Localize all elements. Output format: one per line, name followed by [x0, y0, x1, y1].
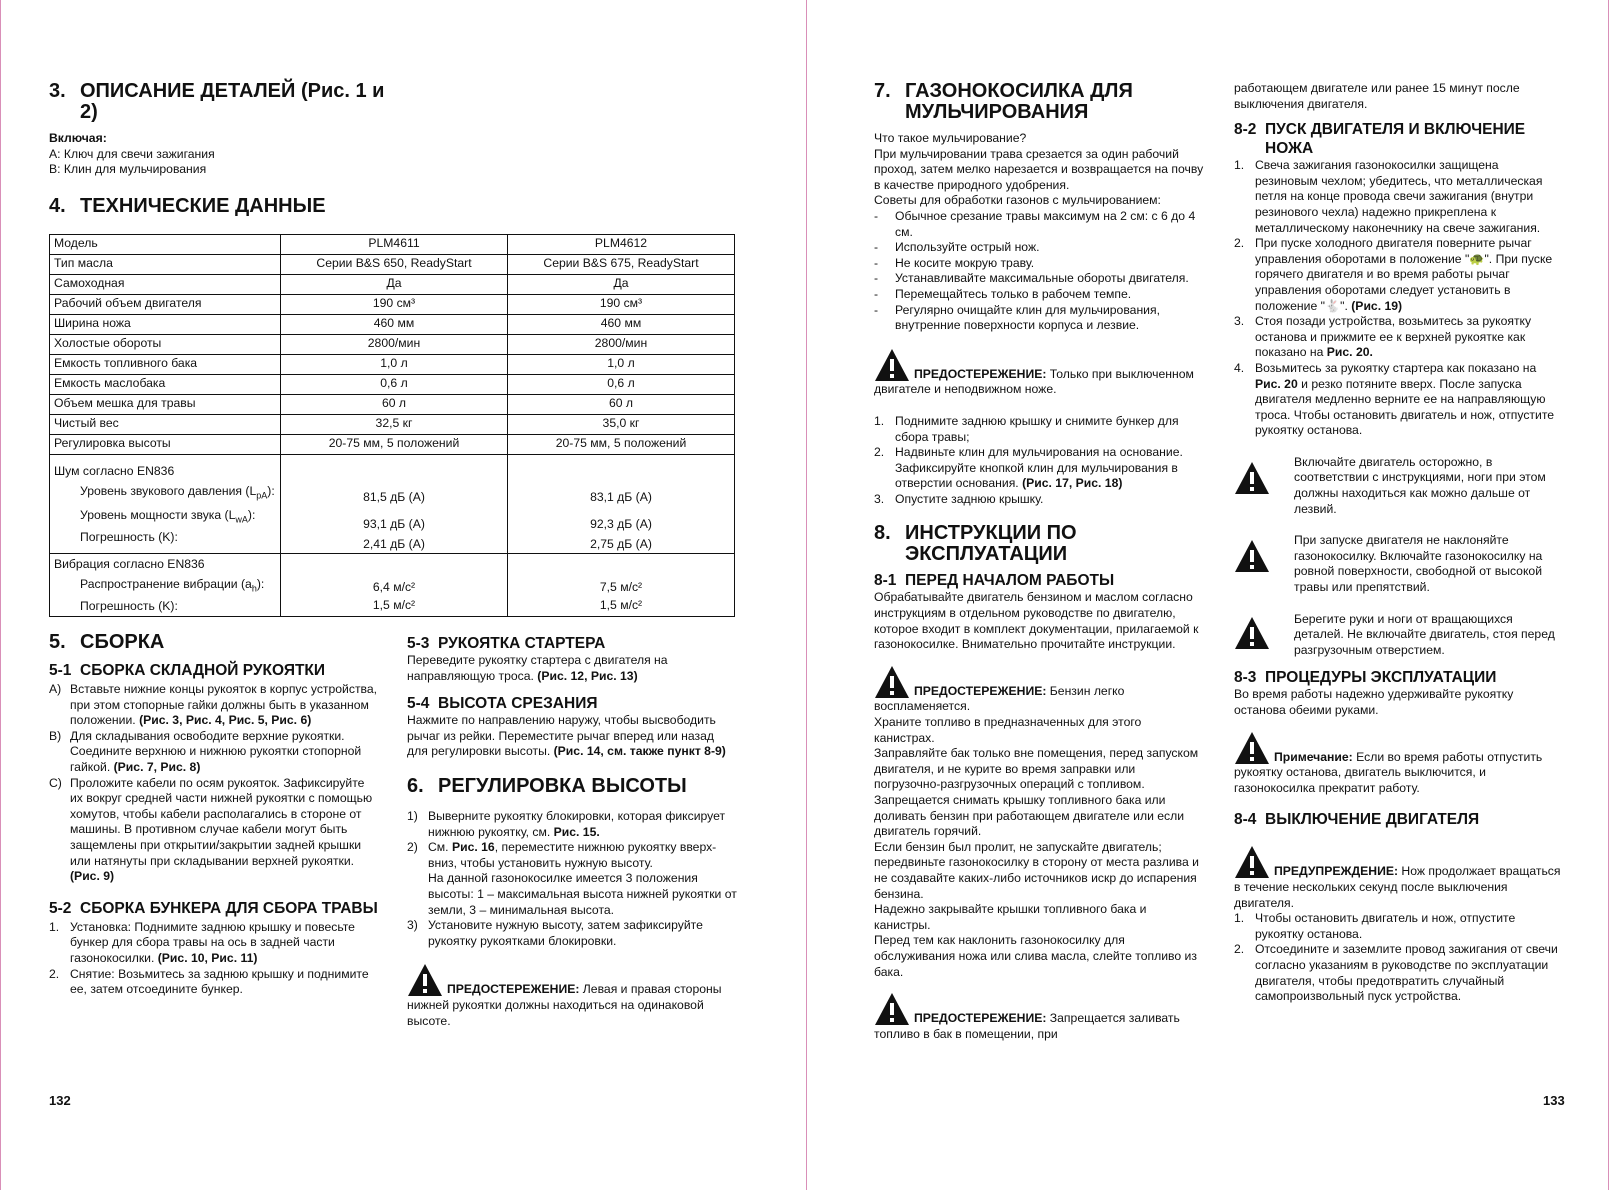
noise-value: 92,3 дБ (A) [590, 516, 652, 531]
left-bottom-col-2 [407, 634, 737, 1029]
includes-line: А: Ключ для свечи зажигания [49, 146, 215, 161]
table-cell: Ширина ножа [50, 314, 281, 334]
warning-block: При запуске двигателя не наклоняйте газонокосилку. Включайте газонокосилку на ровной поверхности, свободной от высокой травы или препятствий. [1234, 533, 1564, 595]
table-cell: 2800/мин [281, 334, 508, 354]
subsection-title: СБОРКА БУНКЕРА ДЛЯ СБОРА ТРАВЫ [80, 899, 378, 917]
list-item: 2. При пуске холодного двигателя поверните рычаг управления оборотами в положение "🐢". При пуске горячего двигателя и во время работы рычаг управления оборотами следует установить в положение "🐇". (Рис. 19) [1234, 236, 1553, 313]
right-col-2 [1234, 81, 1564, 1005]
warning-block: Берегите руки и ноги от вращающихся деталей. Не включайте двигатель, стоя перед разгрузочным отверстием. [1234, 612, 1564, 659]
warning-fuel-indoor: ПРЕДОСТЕРЕЖЕНИЕ: Запрещается заливать топливо в бак в помещении, при [874, 992, 1204, 1042]
section-5-heading: 5. СБОРКА [49, 631, 165, 653]
assembly-steps-list [49, 682, 379, 885]
list-item: - Перемещайтесь только в рабочем темпе. [874, 286, 1132, 301]
subsection-8-2-heading: 8-2 ПУСК ДВИГАТЕЛЯ И ВКЛЮЧЕНИЕ НОЖА [1234, 120, 1564, 158]
table-cell: Серии B&S 650, ReadyStart [281, 254, 508, 274]
table-cell: Самоходная [50, 274, 281, 294]
right-page-edge [1608, 0, 1609, 1190]
table-cell: Регулировка высоты [50, 434, 281, 454]
noise-label: Уровень мощности звука $(L_{wA})$: [80, 508, 256, 525]
table-row [50, 294, 735, 314]
table-cell [281, 454, 508, 553]
subsection-title: ПУСК ДВИГАТЕЛЯ И ВКЛЮЧЕНИЕ НОЖА [1265, 121, 1526, 158]
warning-triangle-icon [1234, 539, 1270, 573]
noise-value: 83,1 дБ (A) [590, 489, 652, 504]
list-item: B) Для складывания освободите верхние рукоятки. Соедините верхнюю и нижнюю рукоятки стопорной гайкой. (Рис. 7, Рис. 8) [49, 728, 362, 774]
noise-title: Шум согласно EN836 [54, 463, 175, 478]
note-operation: Примечание: Если во время работы отпустить рукоятку останова, двигатель выключится, и газонокосилка прекратит работу. [1234, 731, 1564, 797]
table-header-row [50, 234, 735, 254]
table-cell: 32,5 кг [281, 414, 508, 434]
noise-value: 2,75 дБ (A) [590, 536, 652, 551]
left-page-edge [0, 0, 1, 1190]
table-group-vibration [50, 553, 735, 616]
warning-triangle-icon [874, 992, 910, 1026]
table-cell: 460 мм [508, 314, 735, 334]
table-cell: Рабочий объем двигателя [50, 294, 281, 314]
warning-block: Включайте двигатель осторожно, в соответствии с инструкциями, ноги при этом должны находиться как можно дальше от лезвий. [1234, 455, 1564, 517]
table-cell: 35,0 кг [508, 414, 735, 434]
table-cell: 460 мм [281, 314, 508, 334]
table-row [50, 434, 735, 454]
section-7-title: ГАЗОНОКОСИЛКА ДЛЯ МУЛЬЧИРОВАНИЯ [905, 80, 1133, 123]
mulching-tips-label: Советы для обработки газонов с мульчированием: [874, 193, 1161, 208]
list-item: 1. Свеча зажигания газонокосилки защищена резиновым чехлом; убедитесь, что металлическая петля на конце провода свечи зажигания (внутри резинового чехла) надежно прикреплена к металлическому наконечнику на свече зажигания. [1234, 158, 1543, 235]
warning-triangle-icon [1234, 845, 1270, 879]
includes-label: Включая: [49, 131, 107, 145]
table-cell: 20-75 мм, 5 положений [508, 434, 735, 454]
subsection-5-1-heading: 5-1 СБОРКА СКЛАДНОЙ РУКОЯТКИ [49, 662, 326, 679]
fuel-paragraph: Храните топливо в предназначенных для этого канистрах. [874, 715, 1142, 745]
table-cell: 1,0 л [508, 354, 735, 374]
section-8-title: ИНСТРУКЦИИ ПО ЭКСПЛУАТАЦИИ [905, 522, 1077, 566]
noise-value: 93,1 дБ (A) [363, 516, 425, 531]
table-cell [281, 553, 508, 616]
table-row [50, 374, 735, 394]
list-item: 3. Опустите заднюю крышку. [874, 491, 1044, 506]
stop-engine-list [1234, 911, 1564, 1005]
continued-text: работающем двигателе или ранее 15 минут после выключения двигателя. [1234, 81, 1520, 111]
list-item: 2. Снятие: Возьмитесь за заднюю крышку и поднимите ее, затем отсоедините бункер. [49, 966, 369, 997]
noise-label: Уровень звукового давления $(L_{pA})$: [80, 483, 275, 501]
before-start-text: Обрабатывайте двигатель бензином и маслом согласно инструкциям в отдельном руководстве по двигателю, которое входит в комплект документации, прилагаемой к газонокосилке. Внимательно прочитайте инструкции. [874, 590, 1199, 652]
list-item: 2) См. Рис. 16, переместите нижнюю рукоятку вверх-вниз, чтобы установить нужную высоту. На данной газонокосилке имеется 3 положения высоты: 1 – максимальная высота нижней рукоятки от земли, 3 – минимальная высота. [407, 840, 737, 917]
table-row [50, 354, 735, 374]
vibration-label: Погрешность (K): [80, 599, 178, 614]
mulching-tips-list [874, 209, 1204, 334]
includes-line: B: Клин для мульчирования [49, 162, 207, 177]
mulching-question: Что такое мульчирование? [874, 131, 1027, 145]
left-top-column [49, 81, 739, 617]
list-item: - Устанавливайте максимальные обороты двигателя. [874, 271, 1189, 286]
section-3-title: ОПИСАНИЕ ДЕТАЛЕЙ (Рис. 1 и 2) [80, 80, 385, 123]
table-cell: Тип масла [50, 254, 281, 274]
vibration-title: Вибрация согласно EN836 [54, 556, 205, 571]
warning-height: ПРЕДОСТЕРЕЖЕНИЕ: Левая и правая стороны нижней рукоятки должны находиться на одинаковой высоте. [407, 963, 737, 1029]
vibration-value: 6,4 м/с² [372, 579, 416, 594]
section-5-title: СБОРКА [80, 631, 165, 653]
vibration-value: 7,5 м/с² [599, 579, 643, 594]
table-cell: Чистый вес [50, 414, 281, 434]
section-4-heading: 4. ТЕХНИЧЕСКИЕ ДАННЫЕ [49, 194, 326, 217]
table-cell [508, 454, 735, 553]
table-cell: 0,6 л [508, 374, 735, 394]
table-cell: 2800/мин [508, 334, 735, 354]
subsection-title: ПРОЦЕДУРЫ ЭКСПЛУАТАЦИИ [1265, 669, 1497, 687]
list-item: 1) Выверните рукоятку блокировки, которая фиксирует нижнюю рукоятку, см. Рис. 15. [407, 808, 726, 839]
warning-triangle-icon [407, 963, 443, 997]
table-cell: Холостые обороты [50, 334, 281, 354]
height-adjust-list [407, 809, 737, 949]
subsection-8-1-heading: 8-1 ПЕРЕД НАЧАЛОМ РАБОТЫ [874, 572, 1115, 590]
table-cell: Серии B&S 675, ReadyStart [508, 254, 735, 274]
table-row [50, 394, 735, 414]
table-cell: 190 см³ [281, 294, 508, 314]
table-cell: Да [281, 274, 508, 294]
section-6-title: РЕГУЛИРОВКА ВЫСОТЫ [438, 774, 687, 797]
table-cell: 190 см³ [508, 294, 735, 314]
list-item: - Обычное срезание травы максимум на 2 см: с 6 до 4 см. [874, 208, 1196, 239]
page-number-left: 132 [49, 1093, 71, 1108]
fuel-paragraph: Перед тем как наклонить газонокосилку для обслуживания ножа или слива масла, слейте топливо из бака. [874, 933, 1197, 979]
list-item: 2. Надвиньте клин для мульчирования на основание. Зафиксируйте кнопкой клин для мульчирования в отверстии основания. (Рис. 17, Рис. 18) [874, 445, 1183, 491]
list-item: 1. Чтобы остановить двигатель и нож, отпустите рукоятку останова. [1234, 911, 1516, 941]
list-item: C) Проложите кабели по осям рукояток. Зафиксируйте их вокруг средней части нижней рукоятки с помощью хомутов, чтобы кабели располагались в стороне от машины. В противном случае кабели могут быть защемлены при открытии/закрытии задней крышки или натянуты при складывании верхней рукоятки. (Рис. 9) [49, 775, 373, 884]
warning-triangle-icon [874, 348, 910, 382]
warning-fuel: ПРЕДОСТЕРЕЖЕНИЕ: Бензин легко воспламеняется. [874, 665, 1204, 715]
subsection-title: ПЕРЕД НАЧАЛОМ РАБОТЫ [905, 572, 1115, 590]
table-cell [50, 454, 281, 553]
table-cell: Емкость топливного бака [50, 354, 281, 374]
section-4-title: ТЕХНИЧЕСКИЕ ДАННЫЕ [80, 194, 326, 217]
list-item: - Регулярно очищайте клин для мульчирования, внутренние поверхности корпуса и лезвие. [874, 302, 1160, 333]
table-cell: PLM4611 [281, 234, 508, 254]
table-cell [508, 553, 735, 616]
subsection-5-4-heading: 5-4 ВЫСОТА СРЕЗАНИЯ [407, 695, 598, 713]
noise-value: 2,41 дБ (A) [363, 536, 425, 551]
subsection-title: ВЫСОТА СРЕЗАНИЯ [438, 695, 598, 713]
subsection-title: СБОРКА СКЛАДНОЙ РУКОЯТКИ [80, 662, 326, 679]
fuel-paragraph: Если бензин был пролит, не запускайте двигатель; передвиньте газонокосилку в сторону от места разлива и не создавайте каких-либо источников искр до испарения бензина. [874, 839, 1199, 901]
table-cell [50, 553, 281, 616]
section-8-heading: 8. ИНСТРУКЦИИ ПО ЭКСПЛУАТАЦИИ [874, 523, 1204, 565]
subsection-title: РУКОЯТКА СТАРТЕРА [438, 635, 606, 652]
mulching-steps-list [874, 414, 1204, 508]
table-cell: Объем мешка для травы [50, 394, 281, 414]
subsection-8-4-heading: 8-4 ВЫКЛЮЧЕНИЕ ДВИГАТЕЛЯ [1234, 811, 1480, 829]
section-7-heading: 7. ГАЗОНОКОСИЛКА ДЛЯ МУЛЬЧИРОВАНИЯ [874, 81, 1204, 123]
table-row [50, 254, 735, 274]
vibration-value: 1,5 м/с² [372, 597, 416, 612]
table-row [50, 274, 735, 294]
warning-blade: ПРЕДУПРЕЖДЕНИЕ: Нож продолжает вращаться в течение нескольких секунд после выключения двигателя. [1234, 845, 1564, 911]
center-page-divider [806, 0, 807, 1190]
list-item: 1. Поднимите заднюю крышку и снимите бункер для сбора травы; [874, 413, 1179, 444]
fuel-paragraph: Надежно закрывайте крышки топливного бака и канистры. [874, 902, 1147, 932]
table-cell: 60 л [508, 394, 735, 414]
noise-value: 81,5 дБ (A) [363, 489, 425, 504]
subsection-5-2-heading: 5-2 СБОРКА БУНКЕРА ДЛЯ СБОРА ТРАВЫ [49, 899, 378, 917]
cutting-height-text: Нажмите по направлению наружу, чтобы высвободить рычаг из рейки. Переместите рычаг вперед или назад для регулировки высоты. (Рис. 14, см. также пункт 8-9) [407, 713, 726, 759]
list-item: 4. Возьмитесь за рукоятку стартера как показано на Рис. 20 и резко потяните вверх. После запуска двигателя медленно верните ее на направляющую троса. Чтобы остановить двигатель и нож, отпустите рукоятку останова. [1234, 360, 1555, 438]
warning-triangle-icon [1234, 731, 1270, 765]
table-cell: PLM4612 [508, 234, 735, 254]
table-cell: Да [508, 274, 735, 294]
table-row [50, 414, 735, 434]
warning-triangle-icon [1234, 616, 1270, 650]
subsection-title: ВЫКЛЮЧЕНИЕ ДВИГАТЕЛЯ [1265, 811, 1480, 829]
subsection-8-3-heading: 8-3 ПРОЦЕДУРЫ ЭКСПЛУАТАЦИИ [1234, 669, 1497, 687]
warning-triangle-icon [1234, 461, 1270, 495]
list-item: 1. Установка: Поднимите заднюю крышку и повесьте бункер для сбора травы на ось в задней части газонокосилки. (Рис. 10, Рис. 11) [49, 919, 355, 965]
left-bottom-col-1 [49, 632, 379, 998]
list-item: 2. Отсоедините и заземлите провод зажигания от свечи согласно указаниям в руководстве по эксплуатации двигателя, чтобы предотвратить случайный самопроизвольный пуск устройства. [1234, 942, 1558, 1004]
section-3-heading: 3. ОПИСАНИЕ ДЕТАЛЕЙ (Рис. 1 и 2) [49, 81, 389, 123]
table-cell: 1,0 л [281, 354, 508, 374]
start-engine-list [1234, 158, 1564, 439]
fuel-paragraph: Запрещается снимать крышку топливного бака или доливать бензин при работающем двигателе или если двигатель горячий. [874, 793, 1185, 839]
mulching-text: При мульчировании трава срезается за один рабочий проход, затем мелко нарезается и возвращается на почву в качестве природного удобрения. [874, 146, 1204, 192]
page-number-right: 133 [1543, 1093, 1565, 1108]
list-item: 3) Установите нужную высоту, затем зафиксируйте рукоятку рукоятками блокировки. [407, 918, 703, 948]
list-item: - Не косите мокрую траву. [874, 255, 1035, 270]
vibration-value: 1,5 м/с² [599, 597, 643, 612]
right-col-1 [874, 81, 1204, 1042]
table-cell: Емкость маслобака [50, 374, 281, 394]
fuel-paragraph: Заправляйте бак только вне помещения, перед запуском двигателя, и не курите во время заправки или погрузочно-разгрузочных операций с топливом. [874, 746, 1199, 792]
starter-handle-text: Переведите рукоятку стартера с двигателя на направляющую троса. (Рис. 12, Рис. 13) [407, 653, 668, 683]
list-item: A) Вставьте нижние концы рукояток в корпус устройства, при этом стопорные гайки должны быть в указанном положении. (Рис. 3, Рис. 4, Рис. 5, Рис. 6) [49, 682, 378, 728]
tech-data-table [49, 234, 735, 617]
operation-text: Во время работы надежно удерживайте рукоятку останова обеими руками. [1234, 687, 1514, 717]
list-item: 3. Стоя позади устройства, возьмитесь за рукоятку останова и прижмите ее к верхней рукоятке как показано на Рис. 20. [1234, 314, 1532, 360]
vibration-label: Распространение вибрации $(a_h)$: [80, 576, 265, 594]
grass-bag-steps-list [49, 920, 379, 998]
warning-mulching: ПРЕДОСТЕРЕЖЕНИЕ: Только при выключенном двигателе и неподвижном ноже. [874, 348, 1204, 398]
table-cell: 20-75 мм, 5 положений [281, 434, 508, 454]
list-item: - Используйте острый нож. [874, 240, 1040, 255]
subsection-5-3-heading: 5-3 РУКОЯТКА СТАРТЕРА [407, 635, 606, 652]
table-cell: 0,6 л [281, 374, 508, 394]
warning-triangle-icon [874, 665, 910, 699]
table-row [50, 314, 735, 334]
table-cell: Модель [50, 234, 281, 254]
table-cell: 60 л [281, 394, 508, 414]
table-group-noise [50, 454, 735, 553]
section-6-heading: 6. РЕГУЛИРОВКА ВЫСОТЫ [407, 774, 687, 797]
table-row [50, 334, 735, 354]
noise-label: Погрешность (K): [80, 529, 178, 544]
